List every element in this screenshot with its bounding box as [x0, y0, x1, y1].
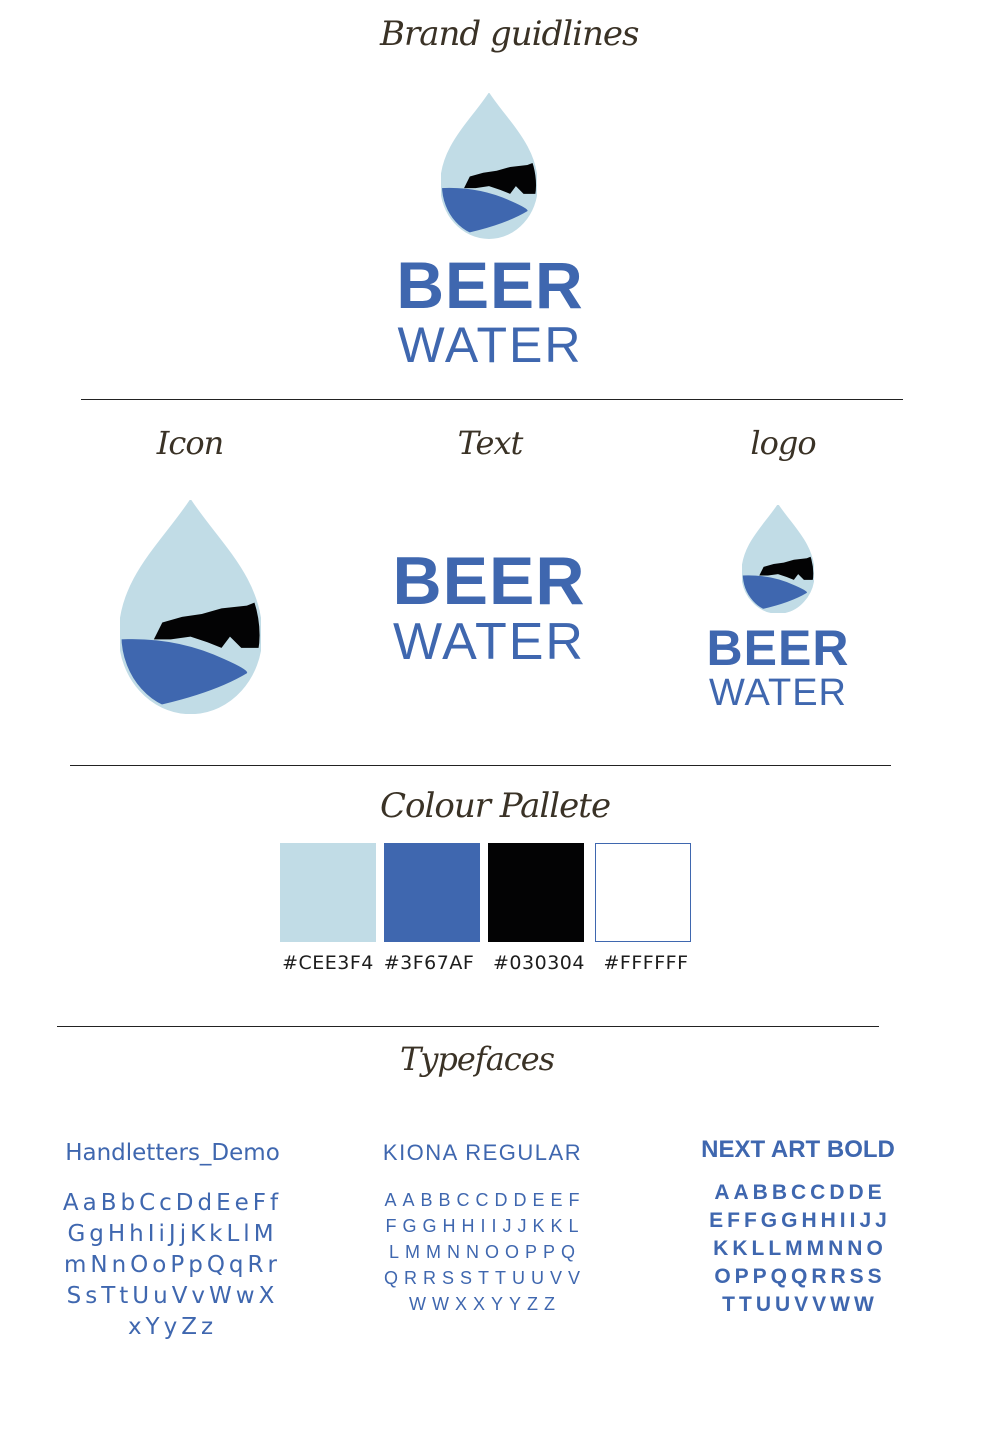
- specimen-line: GgHhIiJjKkLlM: [67, 1221, 278, 1247]
- specimen-line: mNnOoPpQqRr: [64, 1252, 281, 1278]
- specimen-line: OPPQQRRSS: [714, 1265, 886, 1288]
- text-wordmark: [384, 543, 594, 671]
- divider: [81, 399, 903, 400]
- swatch-black: [488, 843, 584, 942]
- specimen-line: xYyZz: [127, 1314, 218, 1340]
- water-drop-icon-large: [120, 500, 261, 714]
- swatch-white: [595, 843, 691, 942]
- specimen-line: EFFGGHHIIJJ: [709, 1209, 891, 1232]
- specimen-line: AABBCCDDEEF: [384, 1190, 586, 1210]
- logo-wordmark: [703, 622, 853, 712]
- brand-name-water: WATER: [397, 317, 583, 373]
- text-name-beer: BEER: [392, 543, 586, 619]
- brand-wordmark: [390, 248, 590, 373]
- specimen-line: AABBCCDDE: [714, 1181, 886, 1204]
- text-name-water: WATER: [393, 613, 585, 671]
- icon-variant-label: Icon: [156, 424, 224, 462]
- text-variant-label: Text: [457, 424, 523, 462]
- page-title: Brand guidlines: [380, 14, 639, 54]
- swatch-hex-label: #030304: [493, 952, 585, 974]
- specimen-line: SsTtUuVvWwX: [66, 1283, 279, 1309]
- swatch-hex-label: #3F67AF: [383, 952, 475, 974]
- specimen-line: FGGHHIIJJKKL: [385, 1216, 585, 1236]
- specimen-line: LMMNNOOPPQ: [388, 1242, 581, 1262]
- swatch-hex-label: #FFFFFF: [603, 952, 689, 974]
- swatch-light-blue: [280, 843, 376, 942]
- typeface-name: NEXT ART BOLD: [701, 1136, 895, 1163]
- logo-name-water: WATER: [709, 672, 847, 714]
- divider: [70, 765, 891, 766]
- specimen-line: TTUUVVWW: [722, 1293, 878, 1316]
- logo-name-beer: BEER: [706, 620, 850, 676]
- typeface-specimen: [360, 1187, 610, 1317]
- swatch-blue: [384, 843, 480, 942]
- typefaces-title: Typefaces: [400, 1040, 555, 1078]
- specimen-line: AaBbCcDdEeFf: [62, 1190, 283, 1216]
- water-drop-icon-small: [742, 505, 814, 613]
- typeface-name: KIONA REGULAR: [382, 1140, 583, 1165]
- swatch-hex-label: #CEE3F4: [282, 952, 374, 974]
- palette-title: Colour Pallete: [380, 786, 611, 826]
- typeface-specimen: [40, 1188, 305, 1343]
- typeface-name: Handletters_Demo: [65, 1140, 280, 1166]
- specimen-line: KKLLMMNNO: [713, 1237, 887, 1260]
- logo-variant-label: logo: [750, 424, 816, 462]
- specimen-line: WWXXYYZZ: [409, 1294, 561, 1314]
- typeface-specimen: [680, 1179, 920, 1319]
- divider: [57, 1026, 879, 1027]
- specimen-line: QRRSSTTUUVV: [383, 1268, 586, 1288]
- water-drop-icon: [441, 93, 537, 239]
- brand-name-beer: BEER: [396, 248, 584, 322]
